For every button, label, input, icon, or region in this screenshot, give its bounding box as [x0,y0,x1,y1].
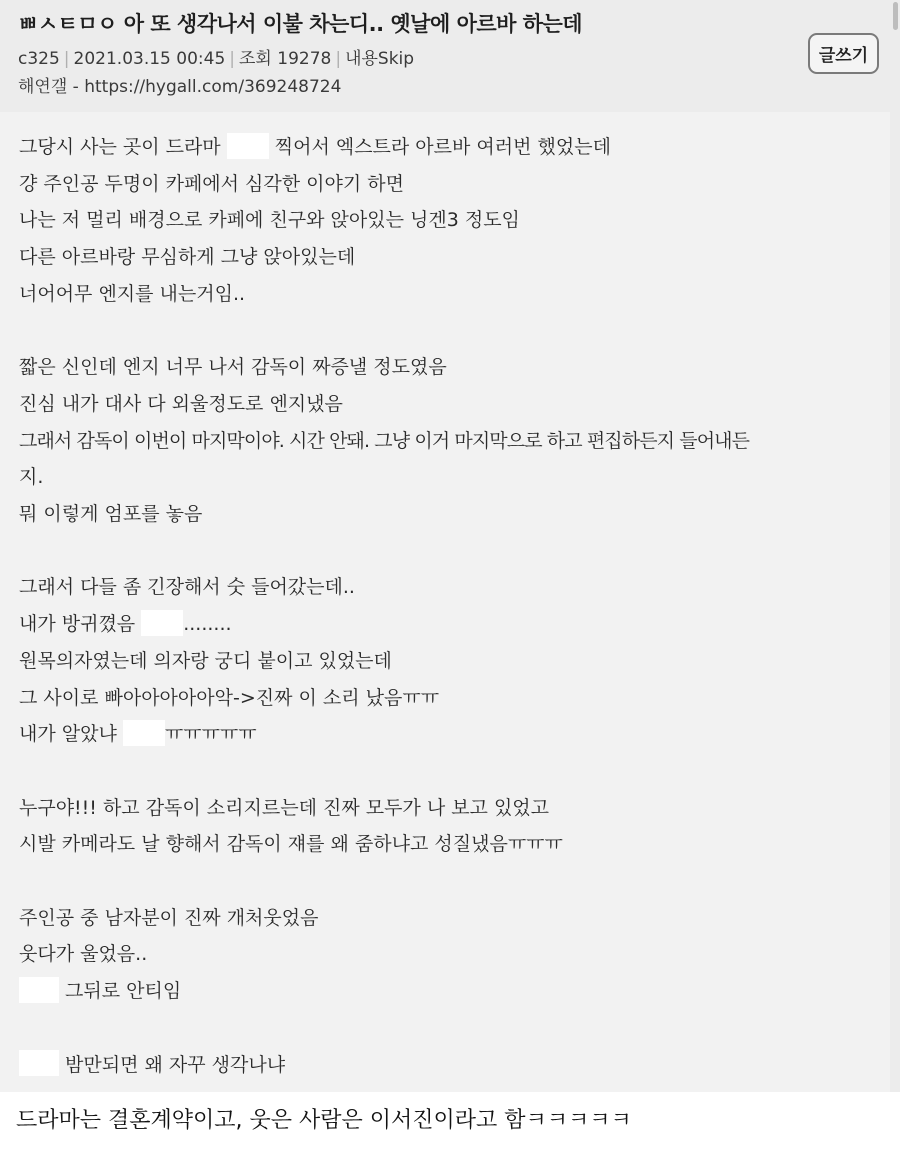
content-line [19,716,881,753]
text-segment: ㅠㅠㅠㅠㅠ [164,723,257,746]
content-line: 진심 내가 대사 다 외울정도로 엔지냈음 [19,392,343,415]
post-meta [18,44,414,69]
content-line [19,606,881,643]
text-segment: 그당시 사는 곳이 드라마 [19,136,227,158]
content-line: 원목의자였는데 의자랑 궁디 붙이고 있었는데 [19,649,392,672]
censor-mask [227,133,269,159]
content-line: 누구야!!! 하고 감독이 소리지르는데 진짜 모두가 나 보고 있었고 [19,796,550,819]
content-line: 나는 저 멀리 배경으로 카페에 친구와 앉아있는 닝겐3 정도임 [19,209,520,232]
content-line: 걍 주인공 두명이 카페에서 심각한 이야기 하면 [19,172,404,195]
censor-mask [19,977,59,1003]
content-line: 짧은 신인데 엔지 너무 나서 감독이 짜증낼 정도였음 [19,356,447,379]
content-line: 지. [19,466,44,489]
text-segment: 밤만되면 왜 자꾸 생각나냐 [59,1053,286,1076]
scrollbar[interactable] [890,0,900,1092]
blank-line [19,313,881,350]
skip-content-link[interactable]: 내용Skip [345,49,415,69]
post-datetime: 2021.03.15 00:45 [73,49,226,69]
text-segment: 내가 알았냐 [19,723,123,746]
source-link[interactable]: 해연갤 - https://hygall.com/369248724 [18,77,342,97]
text-segment: 내가 방귀꼈음 [19,613,142,636]
post-header [0,0,900,112]
content-line: 주인공 중 남자분이 진짜 개처웃었음 [19,906,319,929]
text-segment: ........ [183,613,232,636]
content-line: 시발 카메라도 날 향해서 감독이 쟤를 왜 줌하냐고 성질냈음ㅠㅠㅠ [19,833,563,856]
censor-mask [141,610,183,636]
censor-mask [19,1050,59,1076]
content-line [19,1047,881,1084]
content-line [19,129,881,166]
blank-line [19,863,881,900]
separator: | [63,49,70,69]
post-content [19,129,881,1083]
image-caption: 드라마는 결혼계약이고, 웃은 사람은 이서진이라고 함ㅋㅋㅋㅋㅋ [16,1108,632,1133]
text-segment: 찍어서 엑스트라 아르바 여러번 했었는데 [268,136,611,158]
content-line: 그래서 다들 좀 긴장해서 숫 들어갔는데.. [19,576,355,599]
content-line: 그 사이로 빠아아아아아악->진짜 이 소리 났음ㅠㅠ [19,686,440,709]
content-line [19,973,881,1010]
scrollbar-thumb[interactable] [893,2,898,30]
blank-line [19,1010,881,1047]
separator: | [229,49,235,69]
content-line: 그래서 감독이 이번이 마지막이야. 시간 안돼. 그냥 이거 마지막으로 하고 편집하든지 들어내든 [19,429,750,452]
view-count: 조회 19278 [239,49,332,69]
write-button[interactable]: 글쓰기 [808,33,879,74]
censor-mask [123,720,165,746]
post-body [0,112,890,1092]
blank-line [19,533,881,570]
content-line: 너어어무 엔지를 내는거임.. [19,282,246,305]
blank-line [19,753,881,790]
post-title[interactable]: ㅃㅅㅌㅁㅇ 아 또 생각나서 이불 차는디.. 옛날에 아르바 하는데 [18,12,583,36]
author-name[interactable]: c325 [18,49,60,69]
separator: | [335,49,342,69]
content-line: 웃다가 울었음.. [19,943,148,966]
content-line: 뭐 이렇게 엄포를 놓음 [19,503,203,526]
text-segment: 그뒤로 안티임 [59,980,182,1003]
content-line: 다른 아르바랑 무심하게 그냥 앉아있는데 [19,246,356,269]
